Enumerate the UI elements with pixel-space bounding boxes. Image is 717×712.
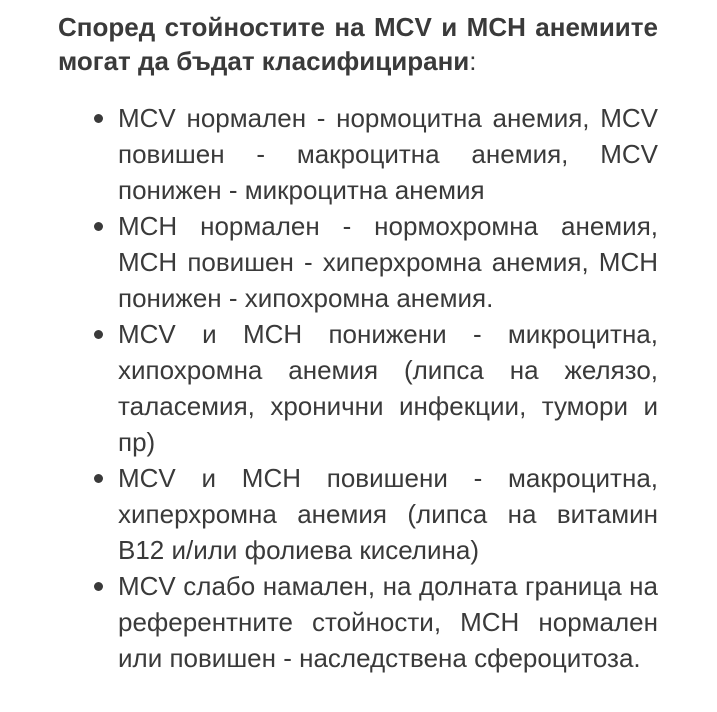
list-item	[118, 208, 658, 316]
intro-bold-text: Според стойностите на MCV и MCH анемиите могат да бъдат класифицирани	[58, 12, 658, 76]
bullet-icon	[94, 474, 103, 483]
list-item	[118, 316, 658, 460]
intro-suffix: :	[469, 46, 477, 76]
list-item-text: MCH нормален - нормохромна анемия, MCH повишен - хиперхромна анемия, MCH понижен - хипохромна анемия.	[118, 211, 658, 313]
list-item-text: MCV нормален - нормоцитна анемия, MCV повишен - макроцитна анемия, MCV понижен - микроцитна анемия	[118, 103, 658, 205]
list-item	[118, 100, 658, 208]
list-item	[118, 568, 658, 676]
bullet-icon	[94, 114, 103, 123]
list-item-text: MCV слабо намален, на долната граница на референтните стойности, MCH нормален или повишен - наследствена сфероцитоза.	[118, 571, 658, 673]
list-item-text: MCV и MCH понижени - микроцитна, хипохромна анемия (липса на желязо, таласемия, хронични инфекции, тумори и пр)	[118, 319, 658, 457]
bullet-icon	[94, 222, 103, 231]
article-content	[58, 10, 658, 676]
list-item	[118, 460, 658, 568]
intro-paragraph	[58, 10, 658, 78]
list-item-text: MCV и MCH повишени - макроцитна, хиперхромна анемия (липса на витамин B12 и/или фолиева киселина)	[118, 463, 658, 565]
bullet-icon	[94, 330, 103, 339]
bullet-icon	[94, 582, 103, 591]
classification-list	[58, 100, 658, 676]
